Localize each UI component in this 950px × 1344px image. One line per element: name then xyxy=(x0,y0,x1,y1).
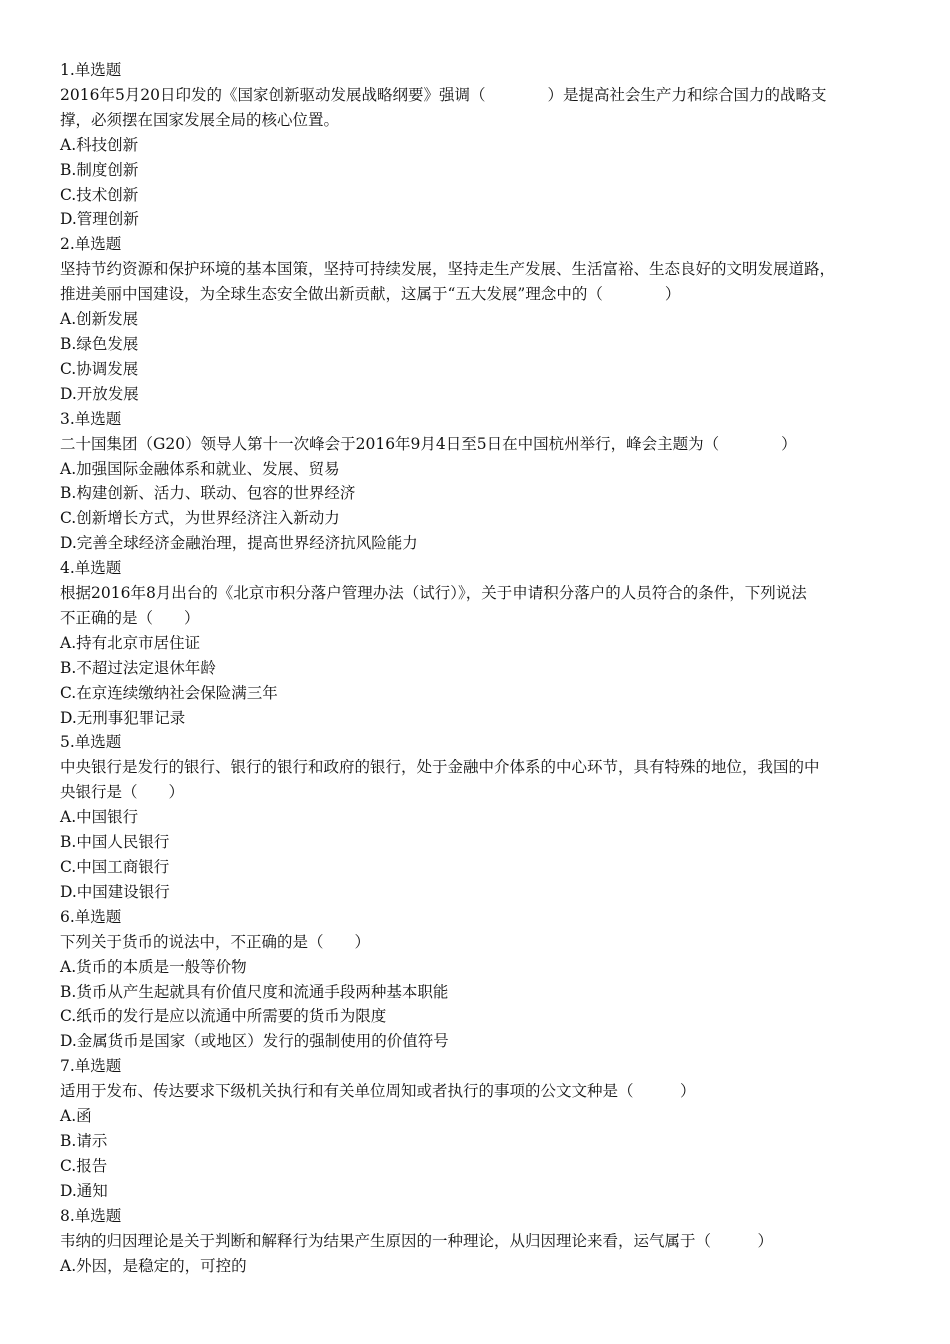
question-header: 5.单选题 xyxy=(60,733,122,752)
question-stem-line: 中央银行是发行的银行、银行的银行和政府的银行，处于金融中介体系的中心环节，具有特殊的地位，我国的中 xyxy=(60,758,820,777)
option-a: A.科技创新 xyxy=(60,135,139,154)
question-stem-line: 推进美丽中国建设，为全球生态安全做出新贡献，这属于“五大发展”理念中的（ ） xyxy=(60,285,681,304)
option-b: B.货币从产生起就具有价值尺度和流通手段两种基本职能 xyxy=(60,982,449,1001)
option-d: D.中国建设银行 xyxy=(60,882,170,901)
question-header: 4.单选题 xyxy=(60,559,122,578)
question-stem-line: 不正确的是（ ） xyxy=(60,608,200,627)
option-a: A.中国银行 xyxy=(60,808,139,827)
option-d: D.完善全球经济金融治理，提高世界经济抗风险能力 xyxy=(60,534,418,553)
option-b: B.请示 xyxy=(60,1131,108,1150)
question-stem-line: 央银行是（ ） xyxy=(60,783,185,802)
option-a: A.外因，是稳定的，可控的 xyxy=(60,1256,247,1275)
option-c: C.在京连续缴纳社会保险满三年 xyxy=(60,683,278,702)
question-1 xyxy=(60,58,895,232)
question-4 xyxy=(60,556,895,730)
question-2 xyxy=(60,232,895,406)
option-d: D.管理创新 xyxy=(60,210,139,229)
question-8 xyxy=(60,1204,895,1279)
question-stem-line: 2016年5月20日印发的《国家创新驱动发展战略纲要》强调（ ）是提高社会生产力和综合国力的战略支 xyxy=(60,85,827,104)
question-3 xyxy=(60,407,895,556)
option-b: B.构建创新、活力、联动、包容的世界经济 xyxy=(60,484,356,503)
option-c: C.协调发展 xyxy=(60,359,139,378)
option-d: D.通知 xyxy=(60,1181,108,1200)
question-stem-line: 韦纳的归因理论是关于判断和解释行为结果产生原因的一种理论，从归因理论来看，运气属于（ ） xyxy=(60,1231,774,1250)
question-stem-line: 坚持节约资源和保护环境的基本国策，坚持可持续发展，坚持走生产发展、生活富裕、生态良好的文明发展道路， xyxy=(60,260,836,279)
question-header: 3.单选题 xyxy=(60,409,122,428)
question-stem-line: 根据2016年8月出台的《北京市积分落户管理办法（试行）》，关于申请积分落户的人员符合的条件，下列说法 xyxy=(60,584,807,603)
question-7 xyxy=(60,1054,895,1203)
option-d: D.金属货币是国家（或地区）发行的强制使用的价值符号 xyxy=(60,1032,449,1051)
question-stem-line: 撑，必须摆在国家发展全局的核心位置。 xyxy=(60,110,340,129)
question-stem-line: 二十国集团（G20）领导人第十一次峰会于2016年9月4日至5日在中国杭州举行，峰会主题为（ ） xyxy=(60,434,797,453)
option-a: A.函 xyxy=(60,1107,92,1126)
option-b: B.不超过法定退休年龄 xyxy=(60,658,216,677)
question-stem-line: 下列关于货币的说法中，不正确的是（ ） xyxy=(60,932,371,951)
option-d: D.开放发展 xyxy=(60,384,139,403)
option-b: B.中国人民银行 xyxy=(60,833,170,852)
question-header: 7.单选题 xyxy=(60,1057,122,1076)
option-a: A.持有北京市居住证 xyxy=(60,633,201,652)
question-header: 2.单选题 xyxy=(60,235,122,254)
question-header: 8.单选题 xyxy=(60,1206,122,1225)
option-b: B.制度创新 xyxy=(60,160,139,179)
question-5 xyxy=(60,730,895,904)
question-6 xyxy=(60,905,895,1054)
option-c: C.中国工商银行 xyxy=(60,858,170,876)
option-c: C.报告 xyxy=(60,1156,108,1175)
question-header: 1.单选题 xyxy=(60,61,122,79)
option-c: C.纸币的发行是应以流通中所需要的货币为限度 xyxy=(60,1007,387,1026)
option-a: A.货币的本质是一般等价物 xyxy=(60,957,247,976)
option-c: C.创新增长方式，为世界经济注入新动力 xyxy=(60,509,340,528)
option-c: C.技术创新 xyxy=(60,185,139,204)
option-a: A.加强国际金融体系和就业、发展、贸易 xyxy=(60,459,340,478)
question-stem-line: 适用于发布、传达要求下级机关执行和有关单位周知或者执行的事项的公文文种是（ ） xyxy=(60,1082,696,1101)
question-document xyxy=(60,58,895,1278)
question-header: 6.单选题 xyxy=(60,907,122,926)
option-a: A.创新发展 xyxy=(60,310,139,329)
option-b: B.绿色发展 xyxy=(60,334,139,353)
option-d: D.无刑事犯罪记录 xyxy=(60,708,186,727)
